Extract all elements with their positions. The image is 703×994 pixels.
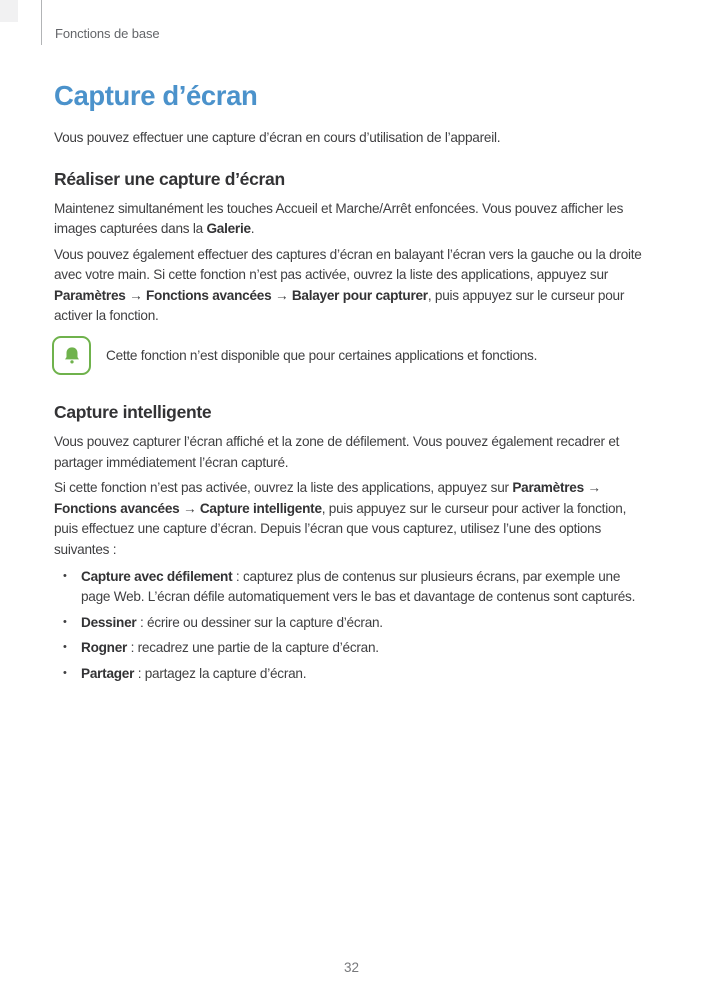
bell-icon bbox=[52, 336, 91, 375]
intro-paragraph: Vous pouvez effectuer une capture d’écran en cours d’utilisation de l’appareil. bbox=[54, 129, 501, 145]
list-item: • Partager : partagez la capture d’écran. bbox=[54, 664, 650, 684]
paragraph: Si cette fonction n’est pas activée, ouvrez la liste des applications, appuyez sur Paramètres → Fonctions avancées → Capture intelligente, puis appuyez sur le curseur pour activer la fonction, puis effectuez une capture d’écran. Depuis l’écran que vous capturez, utilisez l’une des options suivantes : bbox=[54, 480, 627, 557]
section-heading-capture-intelligente: Capture intelligente bbox=[54, 402, 212, 423]
list-item: • Dessiner : écrire ou dessiner sur la capture d’écran. bbox=[54, 613, 650, 633]
list-item: • Capture avec défilement : capturez plus de contenus sur plusieurs écrans, par exemple une page Web. L’écran défile automatiquement vers le bas et davantage de contenus sont capturés. bbox=[54, 567, 650, 608]
options-list bbox=[54, 567, 650, 684]
notice-block bbox=[54, 336, 650, 375]
chapter-breadcrumb: Fonctions de base bbox=[55, 26, 160, 41]
paragraph: Maintenez simultanément les touches Accueil et Marche/Arrêt enfoncées. Vous pouvez afficher les images capturées dans la Galerie. bbox=[54, 201, 624, 237]
page-content bbox=[54, 80, 650, 689]
page-corner-shade bbox=[0, 0, 18, 22]
header-divider-line bbox=[41, 0, 42, 45]
list-item: • Rogner : recadrez une partie de la capture d’écran. bbox=[54, 638, 650, 658]
page-title: Capture d’écran bbox=[54, 80, 258, 111]
notice-text: Cette fonction n’est disponible que pour certaines applications et fonctions. bbox=[106, 347, 538, 363]
section-heading-realiser: Réaliser une capture d’écran bbox=[54, 169, 285, 190]
paragraph: Vous pouvez capturer l’écran affiché et la zone de défilement. Vous pouvez également recadrer et partager immédiatement l’écran capturé. bbox=[54, 434, 620, 470]
page-number: 32 bbox=[343, 960, 360, 975]
paragraph: Vous pouvez également effectuer des captures d’écran en balayant l’écran vers la gauche ou la droite avec votre main. Si cette fonction n’est pas activée, ouvrez la liste des applications, appuyez sur Paramètres → Fonctions avancées → Balayer pour capturer, puis appuyez sur le curseur pour activer la fonction. bbox=[54, 246, 642, 324]
